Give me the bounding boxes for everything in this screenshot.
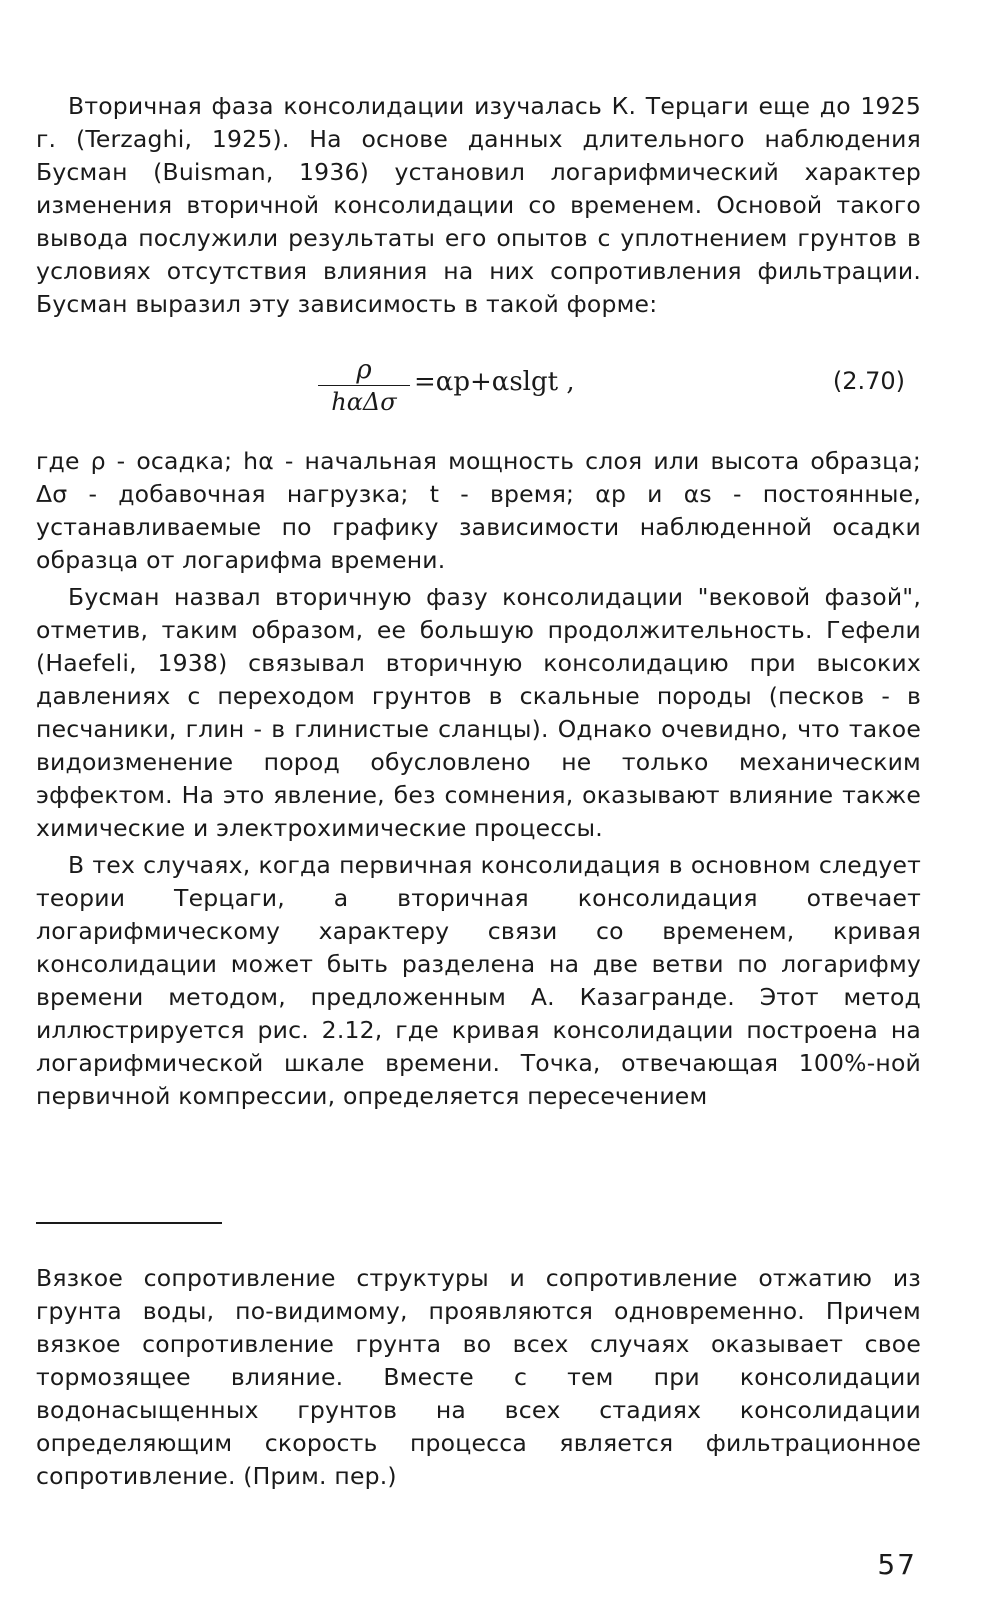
footnote [36, 1262, 921, 1493]
paragraph-secondary-consolidation: Вторичная фаза консолидации изучалась К. Терцаги еще до 1925 г. (Terzaghi, 1925). На основе данных длительного наблюдения Бусман (Buisman, 1936) установил логарифмический характер изменения вторичной консолидации со временем. Основой такого вывода послужили результаты его опытов с уплотнением грунтов в условиях отсутствия влияния на них сопротивления фильтрации. Бусман выразил эту зависимость в такой форме: [36, 92, 921, 318]
footnote-divider [36, 1222, 222, 1224]
formula-rhs: =αp+αslgt , [414, 367, 575, 397]
page-number: 57 [877, 1548, 917, 1581]
formula-2-70 [36, 347, 921, 427]
paragraph-notation: где ρ - осадка; hα - начальная мощность слоя или высота образца; Δσ - добавочная нагрузка; t - время; αp и αs - постоянные, устанавливаемые по графику зависимости наблюденной осадки образца от логарифма времени. [36, 447, 921, 574]
paragraph-secular-phase: Бусман назвал вторичную фазу консолидации "вековой фазой", отметив, таким образом, ее большую продолжительность. Гефели (Haefeli, 1938) связывал вторичную консолидацию при высоких давлениях с переходом грунтов в скальные породы (песков - в песчаники, глин - в глинистые сланцы). Однако очевидно, что такое видоизменение пород обусловлено не только механическим эффектом. На это явление, без сомнения, оказывают влияние также химические и электрохимические процессы. [36, 583, 921, 842]
formula-numerator: ρ [356, 355, 372, 385]
formula-denominator: hαΔσ [318, 385, 410, 418]
equation-number: (2.70) [832, 367, 905, 395]
formula-fraction [318, 355, 410, 418]
footnote-text: Вязкое сопротивление структуры и сопротивление отжатию из грунта воды, по-видимому, проявляются одновременно. Причем вязкое сопротивление грунта во всех случаях оказывает свое тормозящее влияние. Вместе с тем при консолидации водонасыщенных грунтов на всех стадиях консолидации определяющим скорость процесса является фильтрационное сопротивление. (Прим. пер.) [36, 1264, 921, 1490]
page-body [36, 90, 921, 1113]
paragraph-casagrande-method: В тех случаях, когда первичная консолидация в основном следует теории Терцаги, а вторичная консолидация отвечает логарифмическому характеру связи со временем, кривая консолидации может быть разделена на две ветви по логарифму времени методом, предложенным А. Казагранде. Этот метод иллюстрируется рис. 2.12, где кривая консолидации построена на логарифмической шкале времени. Точка, отвечающая 100%-ной первичной компрессии, определяется пересечением [36, 851, 921, 1110]
